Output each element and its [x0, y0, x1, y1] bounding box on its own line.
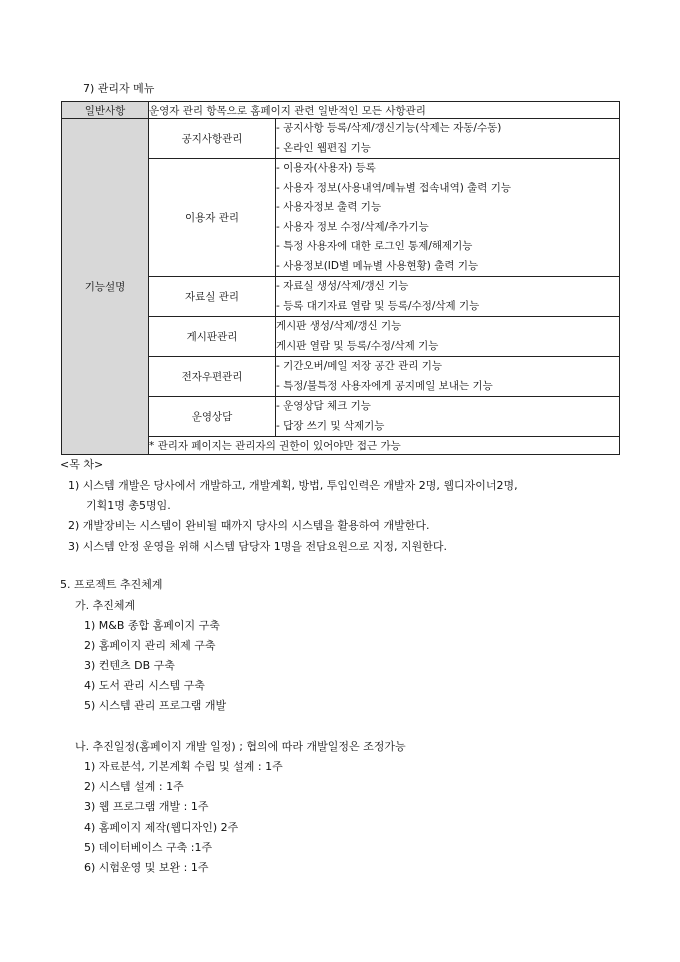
- list-item: - 이용자(사용자) 등록: [276, 162, 376, 174]
- list-item: 1) 자료분석, 기본계획 수립 및 설계 : 1주: [84, 760, 283, 773]
- function-label: 기능설명: [62, 119, 149, 455]
- list-item: 1) M&B 종합 홈페이지 구축: [84, 619, 220, 632]
- list-item: 3) 웹 프로그램 개발 : 1주: [84, 800, 209, 813]
- list-item: - 사용자정보 출력 기능: [276, 201, 382, 213]
- general-desc: 운영자 관리 항목으로 홈페이지 관련 일반적인 모든 사항관리: [149, 102, 620, 119]
- toc-line: 기획1명 총5명임.: [86, 499, 171, 512]
- section5-sub-a: 가. 추진체계: [75, 599, 136, 612]
- section5-sub-b: 나. 추진일정(홈페이지 개발 일정) ; 협의에 따라 개발일정은 조정가능: [75, 740, 406, 753]
- category-cell: 운영상담: [149, 397, 276, 437]
- items-cell: [276, 277, 620, 317]
- list-item: - 온라인 웹편집 기능: [276, 141, 371, 154]
- list-item: - 특정 사용자에 대한 로그인 통제/해제기능: [276, 240, 473, 252]
- list-item: - 특정/불특정 사용자에게 공지메일 보내는 기능: [276, 379, 493, 392]
- list-item: 2) 시스템 설계 : 1주: [84, 780, 184, 793]
- items-cell: [276, 397, 620, 437]
- category-cell: 이용자 관리: [149, 159, 276, 277]
- toc-line: 2) 개발장비는 시스템이 완비될 때까지 당사의 시스템을 활용하여 개발한다.: [68, 519, 430, 532]
- list-item: 3) 컨텐츠 DB 구축: [84, 659, 175, 672]
- list-item: 게시판 생성/삭제/갱신 기능: [276, 320, 402, 332]
- list-item: - 사용자 정보(사용내역/메뉴별 접속내역) 출력 기능: [276, 181, 512, 194]
- table-row: [62, 119, 620, 159]
- toc-heading: <목 차>: [60, 458, 104, 471]
- toc-line: 3) 시스템 안정 운영을 위해 시스템 담당자 1명을 전담요원으로 지정, 지원한다.: [68, 540, 448, 553]
- list-item: - 운영상담 체크 기능: [276, 400, 371, 412]
- list-item: 6) 시험운영 및 보완 : 1주: [84, 861, 209, 874]
- items-cell: [276, 317, 620, 357]
- items-cell: [276, 357, 620, 397]
- list-item: 2) 홈페이지 관리 체제 구축: [84, 639, 216, 652]
- list-item: 4) 도서 관리 시스템 구축: [84, 679, 205, 692]
- list-item: - 등록 대기자료 열람 및 등록/수정/삭제 기능: [276, 299, 480, 312]
- list-item: 게시판 열람 및 등록/수정/삭제 기능: [276, 339, 439, 352]
- list-item: - 자료실 생성/삭제/갱신 기능: [276, 280, 409, 292]
- category-cell: 자료실 관리: [149, 277, 276, 317]
- list-item: - 답장 쓰기 및 삭제기능: [276, 419, 385, 432]
- category-cell: 전자우편관리: [149, 357, 276, 397]
- category-cell: 공지사항관리: [149, 119, 276, 159]
- category-cell: 게시판관리: [149, 317, 276, 357]
- list-item: 4) 홈페이지 제작(웹디자인) 2주: [84, 821, 239, 834]
- items-cell: [276, 119, 620, 159]
- list-item: - 사용자 정보 수정/삭제/추가기능: [276, 220, 429, 233]
- items-cell: [276, 159, 620, 277]
- general-label: 일반사항: [62, 102, 149, 119]
- admin-menu-table: [61, 101, 620, 455]
- list-item: - 기간오버/메일 저장 공간 관리 기능: [276, 360, 443, 372]
- list-item: - 공지사항 등록/삭제/갱신기능(삭제는 자동/수동): [276, 122, 502, 134]
- general-row: [62, 102, 620, 119]
- section7-title: 7) 관리자 메뉴: [83, 82, 155, 95]
- toc-line: 1) 시스템 개발은 당사에서 개발하고, 개발계획, 방법, 투입인력은 개발자 2명, 웹디자이너2명,: [68, 479, 518, 492]
- list-item: - 사용정보(ID별 메뉴별 사용현황) 출력 기능: [276, 259, 479, 272]
- section5-title: 5. 프로젝트 추진체계: [60, 578, 163, 591]
- list-item: 5) 데이터베이스 구축 :1주: [84, 841, 213, 854]
- list-item: 5) 시스템 관리 프로그램 개발: [84, 699, 227, 712]
- table-note: * 관리자 페이지는 관리자의 권한이 있어야만 접근 가능: [149, 437, 620, 455]
